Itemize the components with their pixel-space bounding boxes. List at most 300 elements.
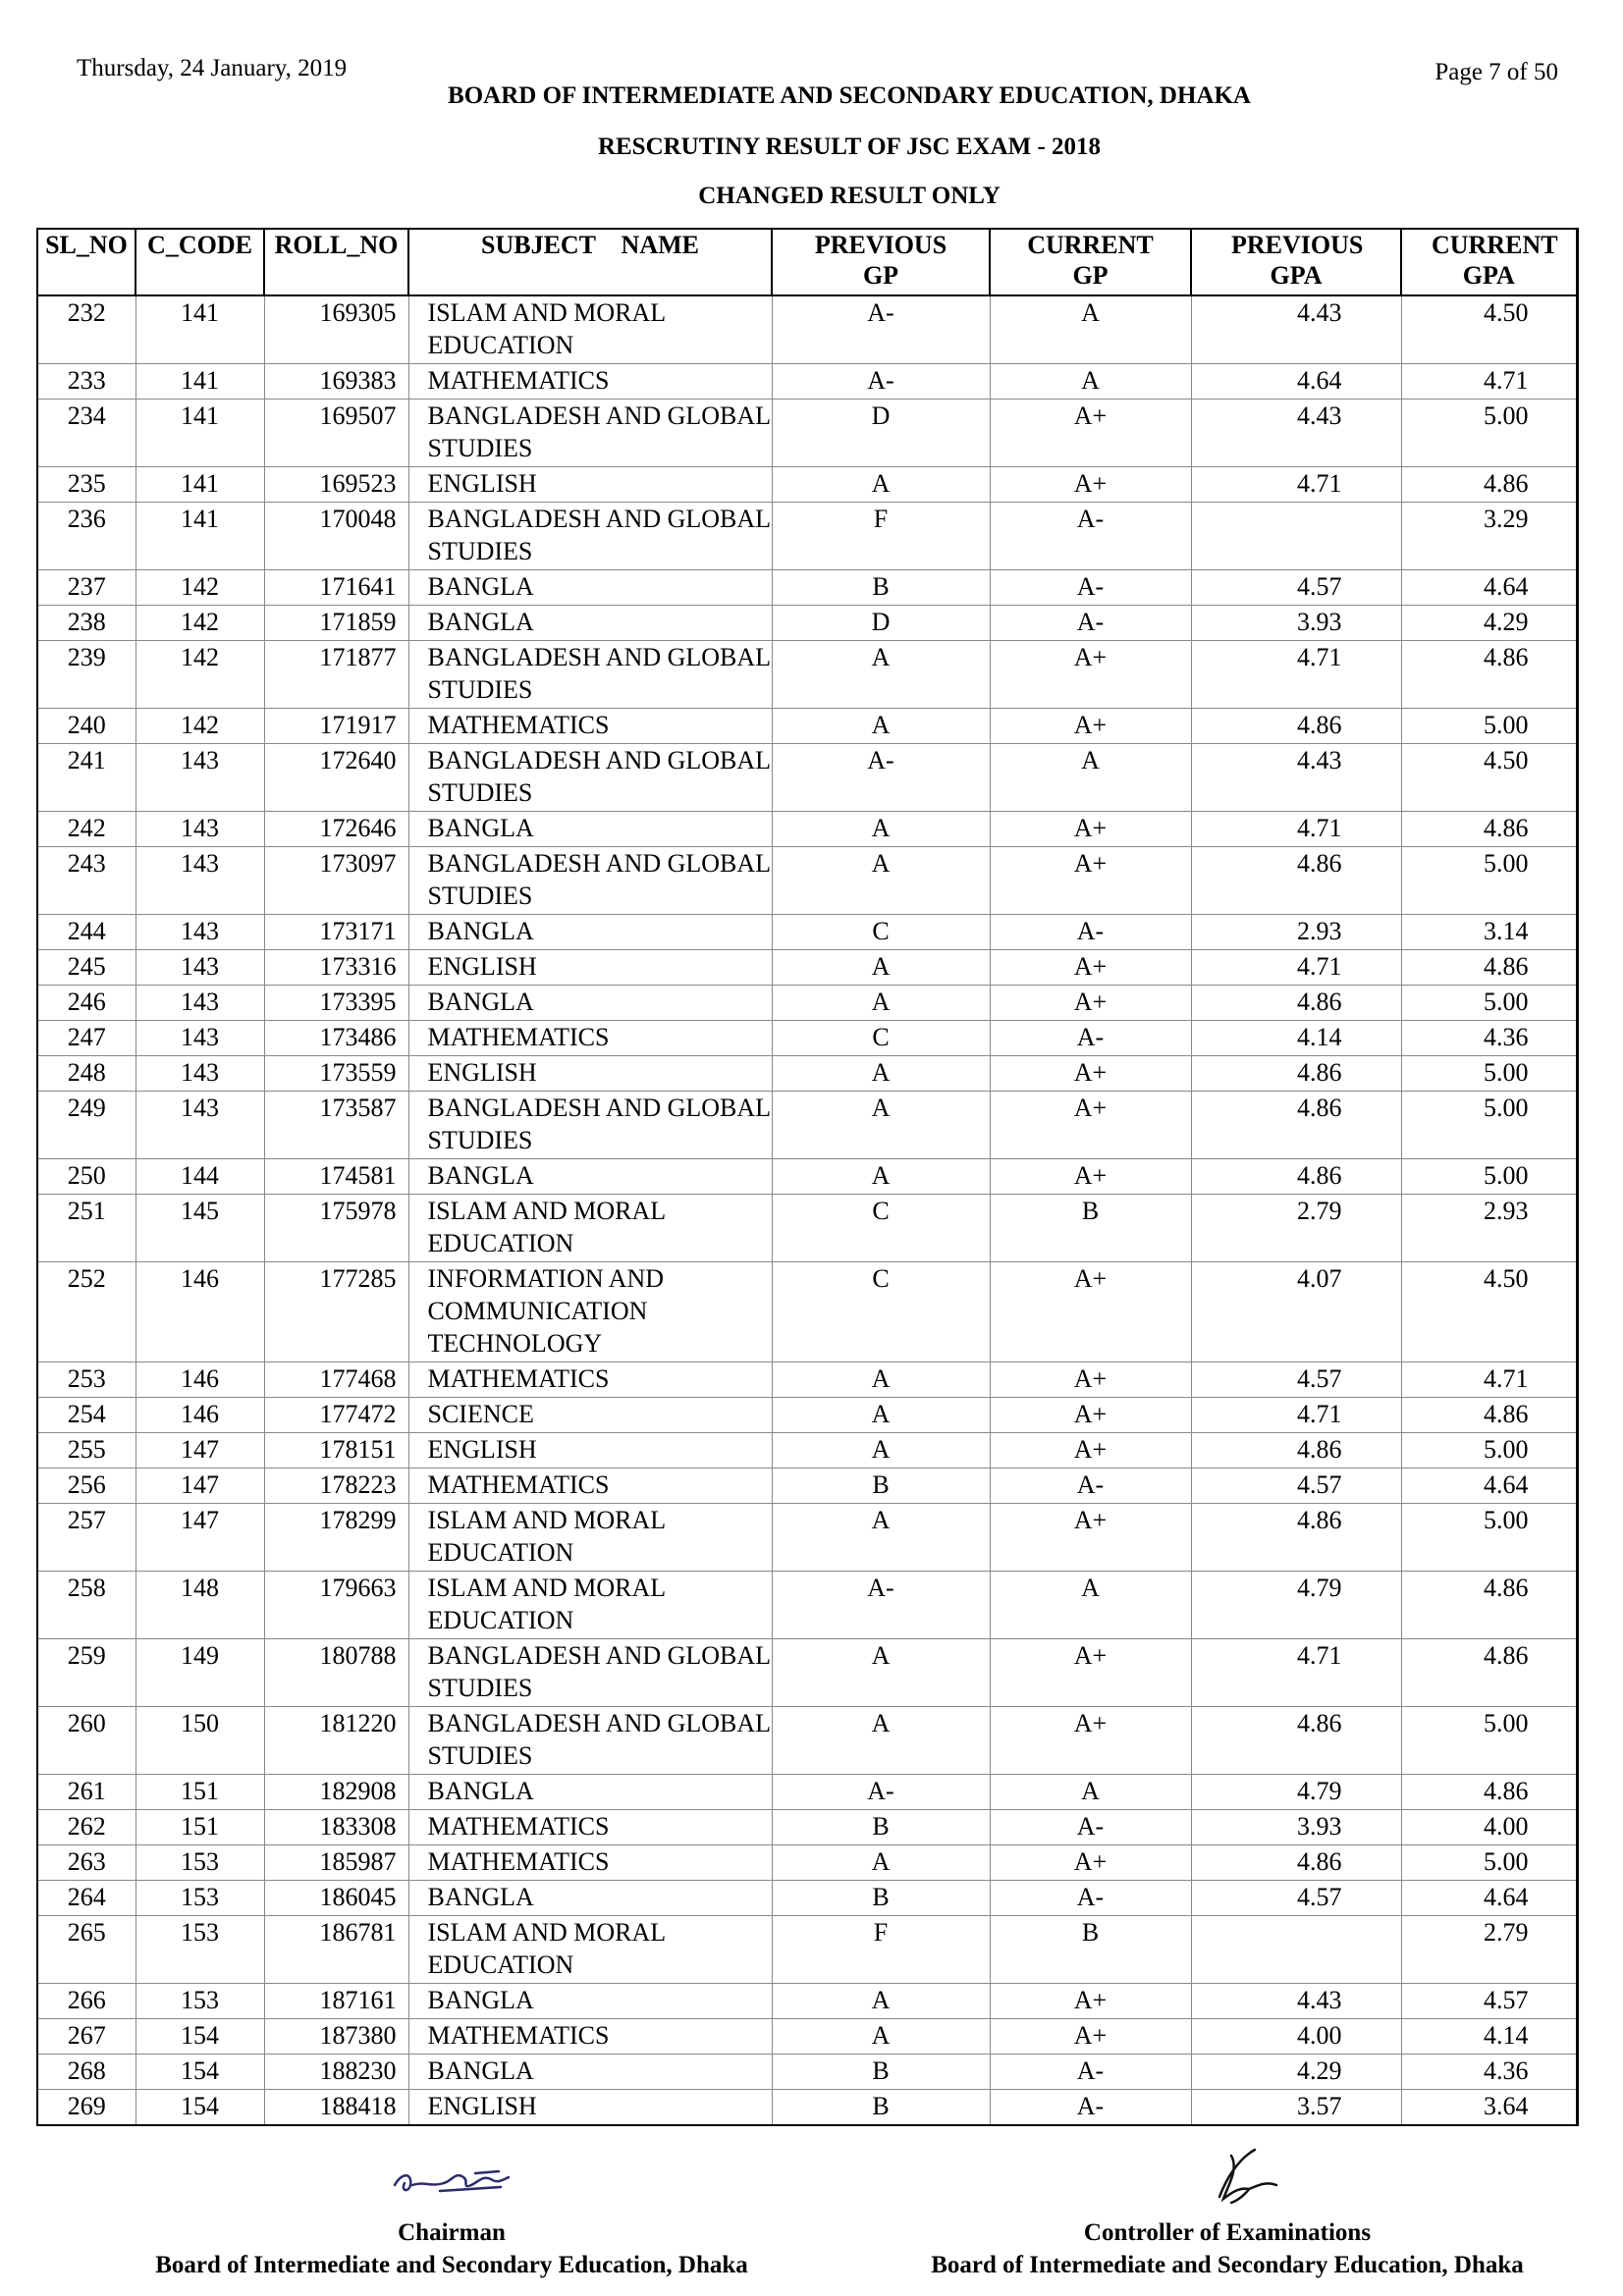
cell-current-gp: A [990,1572,1191,1639]
cell-previous-gpa: 3.93 [1191,606,1401,641]
cell-subject-name: MATHEMATICS [408,1468,772,1504]
cell-roll-no: 171859 [264,606,408,641]
cell-c-code: 147 [135,1504,264,1572]
cell-c-code: 146 [135,1362,264,1398]
cell-current-gp: A+ [990,1262,1191,1362]
cell-sl-no: 268 [37,2055,135,2090]
col-current-gpa: CURRENT GPA [1401,229,1577,295]
cell-subject-name: BANGLADESH AND GLOBAL STUDIES [408,400,772,467]
cell-previous-gpa: 4.29 [1191,2055,1401,2090]
cell-current-gpa: 5.00 [1401,1504,1577,1572]
cell-subject-name: MATHEMATICS [408,1845,772,1881]
cell-previous-gp: A [772,1639,990,1707]
cell-sl-no: 232 [37,295,135,364]
cell-current-gp: A+ [990,1707,1191,1775]
cell-c-code: 153 [135,1881,264,1916]
cell-subject-name: BANGLADESH AND GLOBAL STUDIES [408,503,772,570]
cell-current-gpa: 4.86 [1401,1572,1577,1639]
cell-previous-gp: A [772,847,990,915]
cell-current-gp: A+ [990,2019,1191,2055]
cell-current-gpa: 4.36 [1401,1021,1577,1056]
table-row [37,2019,1577,2055]
cell-c-code: 143 [135,986,264,1021]
table-row [37,812,1577,847]
cell-current-gpa: 4.86 [1401,1398,1577,1433]
cell-sl-no: 261 [37,1775,135,1810]
cell-c-code: 146 [135,1262,264,1362]
cell-current-gpa: 5.00 [1401,1845,1577,1881]
cell-subject-name: INFORMATION AND COMMUNICATION TECHNOLOGY [408,1262,772,1362]
cell-c-code: 149 [135,1639,264,1707]
chairman-title: Chairman [398,2219,506,2246]
cell-current-gpa: 4.29 [1401,606,1577,641]
cell-subject-name: ISLAM AND MORAL EDUCATION [408,1572,772,1639]
cell-subject-name: ENGLISH [408,467,772,503]
cell-current-gpa: 5.00 [1401,847,1577,915]
cell-previous-gpa: 4.43 [1191,744,1401,812]
cell-previous-gp: D [772,606,990,641]
cell-current-gpa: 3.29 [1401,503,1577,570]
cell-sl-no: 250 [37,1159,135,1195]
cell-c-code: 141 [135,503,264,570]
cell-c-code: 142 [135,709,264,744]
cell-sl-no: 259 [37,1639,135,1707]
cell-sl-no: 252 [37,1262,135,1362]
cell-roll-no: 173316 [264,950,408,986]
table-row [37,606,1577,641]
cell-sl-no: 254 [37,1398,135,1433]
cell-subject-name: BANGLADESH AND GLOBAL STUDIES [408,847,772,915]
cell-roll-no: 173097 [264,847,408,915]
exam-title: RESCRUTINY RESULT OF JSC EXAM - 2018 [597,133,1102,160]
cell-previous-gpa: 4.00 [1191,2019,1401,2055]
cell-subject-name: MATHEMATICS [408,2019,772,2055]
cell-subject-name: BANGLA [408,1775,772,1810]
cell-previous-gpa: 3.93 [1191,1810,1401,1845]
cell-current-gp: A- [990,1468,1191,1504]
cell-roll-no: 179663 [264,1572,408,1639]
cell-previous-gp: A [772,1504,990,1572]
cell-previous-gp: A [772,1056,990,1092]
controller-title: Controller of Examinations [1083,2219,1372,2246]
cell-sl-no: 269 [37,2090,135,2126]
cell-sl-no: 238 [37,606,135,641]
cell-current-gpa: 4.86 [1401,950,1577,986]
cell-previous-gpa: 4.86 [1191,1056,1401,1092]
cell-roll-no: 177285 [264,1262,408,1362]
cell-sl-no: 265 [37,1916,135,1984]
cell-subject-name: BANGLA [408,986,772,1021]
cell-previous-gpa: 4.64 [1191,364,1401,400]
cell-current-gpa: 5.00 [1401,1707,1577,1775]
table-row [37,1468,1577,1504]
cell-roll-no: 177468 [264,1362,408,1398]
cell-current-gpa: 5.00 [1401,1433,1577,1468]
table-row [37,1775,1577,1810]
cell-roll-no: 173171 [264,915,408,950]
cell-subject-name: BANGLA [408,1984,772,2019]
cell-current-gp: A+ [990,709,1191,744]
cell-previous-gp: A [772,1984,990,2019]
cell-previous-gpa: 4.43 [1191,1984,1401,2019]
cell-previous-gpa: 4.71 [1191,950,1401,986]
cell-previous-gpa: 4.43 [1191,295,1401,364]
cell-c-code: 141 [135,400,264,467]
cell-previous-gpa: 4.71 [1191,1639,1401,1707]
table-row [37,570,1577,606]
cell-sl-no: 258 [37,1572,135,1639]
table-row [37,1362,1577,1398]
cell-current-gpa: 5.00 [1401,1056,1577,1092]
cell-previous-gpa: 4.86 [1191,1433,1401,1468]
cell-previous-gp: C [772,1021,990,1056]
table-row [37,641,1577,709]
cell-roll-no: 171877 [264,641,408,709]
cell-current-gpa: 4.86 [1401,1775,1577,1810]
cell-c-code: 143 [135,915,264,950]
cell-current-gp: A+ [990,1504,1191,1572]
controller-signature [1129,2142,1325,2211]
cell-current-gp: A- [990,503,1191,570]
cell-previous-gp: A [772,1398,990,1433]
cell-current-gp: A- [990,1881,1191,1916]
report-date: Thursday, 24 January, 2019 [77,55,348,81]
cell-current-gpa: 4.86 [1401,1639,1577,1707]
cell-previous-gp: B [772,1810,990,1845]
cell-subject-name: ISLAM AND MORAL EDUCATION [408,1195,772,1262]
cell-roll-no: 173395 [264,986,408,1021]
cell-previous-gpa: 2.79 [1191,1195,1401,1262]
cell-c-code: 153 [135,1984,264,2019]
cell-subject-name: BANGLA [408,1881,772,1916]
cell-previous-gpa: 4.43 [1191,400,1401,467]
cell-previous-gp: C [772,915,990,950]
cell-previous-gp: A [772,1159,990,1195]
table-row [37,1398,1577,1433]
cell-previous-gpa: 4.86 [1191,1707,1401,1775]
cell-c-code: 144 [135,1159,264,1195]
col-sl-no: SL_NO [37,229,135,295]
table-row [37,1639,1577,1707]
cell-subject-name: MATHEMATICS [408,364,772,400]
cell-sl-no: 253 [37,1362,135,1398]
table-row [37,1092,1577,1159]
cell-current-gpa: 4.57 [1401,1984,1577,2019]
cell-sl-no: 257 [37,1504,135,1572]
cell-current-gpa: 4.71 [1401,364,1577,400]
cell-c-code: 143 [135,847,264,915]
cell-previous-gp: A [772,709,990,744]
col-previous-gp: PREVIOUS GP [772,229,990,295]
cell-previous-gp: A- [772,1775,990,1810]
cell-c-code: 150 [135,1707,264,1775]
table-row [37,467,1577,503]
cell-previous-gp: B [772,2090,990,2126]
cell-previous-gpa: 4.79 [1191,1775,1401,1810]
cell-roll-no: 180788 [264,1639,408,1707]
cell-current-gp: A+ [990,1056,1191,1092]
cell-c-code: 143 [135,1092,264,1159]
cell-roll-no: 169383 [264,364,408,400]
cell-c-code: 141 [135,364,264,400]
cell-sl-no: 264 [37,1881,135,1916]
cell-previous-gpa: 4.71 [1191,467,1401,503]
table-row [37,400,1577,467]
cell-previous-gp: B [772,1881,990,1916]
cell-c-code: 151 [135,1775,264,1810]
cell-subject-name: ISLAM AND MORAL EDUCATION [408,1504,772,1572]
cell-c-code: 143 [135,950,264,986]
cell-previous-gpa: 4.71 [1191,1398,1401,1433]
cell-c-code: 141 [135,295,264,364]
cell-sl-no: 248 [37,1056,135,1092]
cell-current-gp: A+ [990,467,1191,503]
cell-subject-name: SCIENCE [408,1398,772,1433]
cell-current-gpa: 4.86 [1401,467,1577,503]
cell-previous-gpa: 4.86 [1191,847,1401,915]
cell-previous-gp: A [772,812,990,847]
cell-c-code: 143 [135,1056,264,1092]
cell-roll-no: 174581 [264,1159,408,1195]
cell-current-gp: A [990,744,1191,812]
table-row [37,1916,1577,1984]
cell-current-gpa: 4.86 [1401,641,1577,709]
cell-current-gpa: 4.00 [1401,1810,1577,1845]
table-row [37,1810,1577,1845]
cell-sl-no: 236 [37,503,135,570]
cell-roll-no: 169305 [264,295,408,364]
cell-previous-gp: A [772,1362,990,1398]
cell-previous-gpa: 4.57 [1191,1362,1401,1398]
cell-subject-name: ISLAM AND MORAL EDUCATION [408,295,772,364]
cell-previous-gpa: 2.93 [1191,915,1401,950]
cell-roll-no: 178299 [264,1504,408,1572]
cell-previous-gp: B [772,570,990,606]
table-row [37,950,1577,986]
cell-current-gpa: 2.93 [1401,1195,1577,1262]
cell-previous-gpa: 4.86 [1191,709,1401,744]
cell-current-gp: A+ [990,641,1191,709]
cell-current-gp: A- [990,606,1191,641]
result-note: CHANGED RESULT ONLY [698,183,1001,209]
table-body [37,295,1577,2125]
cell-current-gp: A- [990,2055,1191,2090]
cell-subject-name: ENGLISH [408,1433,772,1468]
cell-current-gpa: 4.36 [1401,2055,1577,2090]
cell-subject-name: ISLAM AND MORAL EDUCATION [408,1916,772,1984]
cell-current-gpa: 2.79 [1401,1916,1577,1984]
cell-current-gp: A+ [990,847,1191,915]
cell-subject-name: MATHEMATICS [408,1362,772,1398]
cell-subject-name: BANGLA [408,606,772,641]
cell-c-code: 143 [135,1021,264,1056]
cell-subject-name: MATHEMATICS [408,1810,772,1845]
table-row [37,1159,1577,1195]
cell-previous-gpa: 4.86 [1191,1504,1401,1572]
cell-previous-gp: F [772,1916,990,1984]
cell-c-code: 151 [135,1810,264,1845]
cell-current-gp: A [990,1775,1191,1810]
cell-current-gpa: 4.50 [1401,1262,1577,1362]
col-roll-no: ROLL_NO [264,229,408,295]
cell-subject-name: BANGLADESH AND GLOBAL STUDIES [408,641,772,709]
cell-current-gp: A+ [990,1092,1191,1159]
cell-previous-gpa: 4.57 [1191,1881,1401,1916]
cell-current-gpa: 4.86 [1401,812,1577,847]
cell-sl-no: 247 [37,1021,135,1056]
cell-c-code: 146 [135,1398,264,1433]
cell-sl-no: 245 [37,950,135,986]
cell-current-gpa: 5.00 [1401,400,1577,467]
cell-roll-no: 175978 [264,1195,408,1262]
cell-subject-name: BANGLADESH AND GLOBAL STUDIES [408,1092,772,1159]
cell-current-gpa: 4.64 [1401,1468,1577,1504]
table-row [37,1572,1577,1639]
table-row [37,1195,1577,1262]
table-row [37,847,1577,915]
cell-current-gpa: 4.14 [1401,2019,1577,2055]
cell-c-code: 154 [135,2055,264,2090]
cell-previous-gp: A [772,467,990,503]
cell-c-code: 142 [135,606,264,641]
cell-previous-gp: A- [772,1572,990,1639]
cell-previous-gp: A- [772,364,990,400]
cell-previous-gp: A- [772,295,990,364]
controller-signature-block [884,2142,1571,2281]
cell-current-gpa: 5.00 [1401,1159,1577,1195]
cell-sl-no: 262 [37,1810,135,1845]
table-row [37,1504,1577,1572]
cell-subject-name: MATHEMATICS [408,1021,772,1056]
cell-previous-gpa: 4.71 [1191,641,1401,709]
col-previous-gpa: PREVIOUS GPA [1191,229,1401,295]
cell-previous-gpa: 4.86 [1191,1092,1401,1159]
chairman-signature-block [118,2142,785,2281]
cell-previous-gpa [1191,1916,1401,1984]
cell-previous-gpa: 4.86 [1191,1159,1401,1195]
cell-sl-no: 260 [37,1707,135,1775]
cell-subject-name: BANGLA [408,1159,772,1195]
cell-current-gpa: 5.00 [1401,986,1577,1021]
table-row [37,295,1577,364]
cell-current-gpa: 4.64 [1401,1881,1577,1916]
cell-previous-gpa: 4.86 [1191,986,1401,1021]
cell-current-gpa: 3.14 [1401,915,1577,950]
cell-current-gp: A- [990,2090,1191,2126]
cell-sl-no: 249 [37,1092,135,1159]
cell-current-gp: A- [990,570,1191,606]
cell-subject-name: BANGLA [408,812,772,847]
cell-subject-name: BANGLA [408,915,772,950]
cell-current-gpa: 3.64 [1401,2090,1577,2126]
col-subject-name: SUBJECT NAME [408,229,772,295]
chairman-signature [353,2142,550,2211]
cell-sl-no: 244 [37,915,135,950]
cell-subject-name: BANGLADESH AND GLOBAL STUDIES [408,744,772,812]
cell-roll-no: 178151 [264,1433,408,1468]
cell-roll-no: 172646 [264,812,408,847]
cell-previous-gp: F [772,503,990,570]
cell-roll-no: 186781 [264,1916,408,1984]
cell-current-gp: A+ [990,986,1191,1021]
cell-subject-name: ENGLISH [408,2090,772,2126]
cell-current-gp: A+ [990,950,1191,986]
cell-c-code: 142 [135,641,264,709]
cell-roll-no: 170048 [264,503,408,570]
cell-sl-no: 255 [37,1433,135,1468]
cell-current-gp: B [990,1195,1191,1262]
table-row [37,1707,1577,1775]
cell-sl-no: 235 [37,467,135,503]
controller-org: Board of Intermediate and Secondary Education, Dhaka [931,2252,1524,2278]
cell-previous-gp: A [772,1845,990,1881]
table-row [37,2090,1577,2126]
table-row [37,1984,1577,2019]
col-c-code: C_CODE [135,229,264,295]
cell-c-code: 154 [135,2090,264,2126]
table-row [37,1845,1577,1881]
cell-roll-no: 172640 [264,744,408,812]
cell-current-gpa: 5.00 [1401,1092,1577,1159]
cell-c-code: 142 [135,570,264,606]
page-number: Page 7 of 50 [1434,59,1558,85]
cell-previous-gp: C [772,1262,990,1362]
col-current-gp: CURRENT GP [990,229,1191,295]
cell-current-gpa: 4.64 [1401,570,1577,606]
cell-roll-no: 186045 [264,1881,408,1916]
cell-previous-gp: B [772,1468,990,1504]
table-row [37,709,1577,744]
cell-previous-gpa: 4.07 [1191,1262,1401,1362]
chairman-org: Board of Intermediate and Secondary Education, Dhaka [155,2252,748,2278]
cell-subject-name: BANGLADESH AND GLOBAL STUDIES [408,1707,772,1775]
table-row [37,744,1577,812]
cell-current-gp: A+ [990,1398,1191,1433]
cell-sl-no: 233 [37,364,135,400]
cell-c-code: 143 [135,812,264,847]
cell-c-code: 147 [135,1433,264,1468]
cell-sl-no: 251 [37,1195,135,1262]
table-row [37,1881,1577,1916]
cell-sl-no: 263 [37,1845,135,1881]
cell-c-code: 145 [135,1195,264,1262]
cell-previous-gpa: 4.86 [1191,1845,1401,1881]
cell-current-gpa: 4.71 [1401,1362,1577,1398]
table-row [37,1433,1577,1468]
cell-sl-no: 256 [37,1468,135,1504]
cell-previous-gp: A [772,986,990,1021]
cell-current-gpa: 4.50 [1401,295,1577,364]
cell-subject-name: MATHEMATICS [408,709,772,744]
cell-c-code: 143 [135,744,264,812]
cell-roll-no: 182908 [264,1775,408,1810]
cell-previous-gp: D [772,400,990,467]
cell-current-gp: A+ [990,812,1191,847]
table-row [37,2055,1577,2090]
cell-current-gp: A [990,364,1191,400]
cell-c-code: 154 [135,2019,264,2055]
cell-roll-no: 188418 [264,2090,408,2126]
cell-previous-gpa: 4.57 [1191,570,1401,606]
table-row [37,1021,1577,1056]
cell-sl-no: 246 [37,986,135,1021]
cell-roll-no: 173559 [264,1056,408,1092]
cell-sl-no: 243 [37,847,135,915]
cell-previous-gpa: 4.14 [1191,1021,1401,1056]
cell-current-gp: A+ [990,1433,1191,1468]
board-title: BOARD OF INTERMEDIATE AND SECONDARY EDUCATION, DHAKA [448,82,1251,109]
cell-current-gp: A- [990,915,1191,950]
